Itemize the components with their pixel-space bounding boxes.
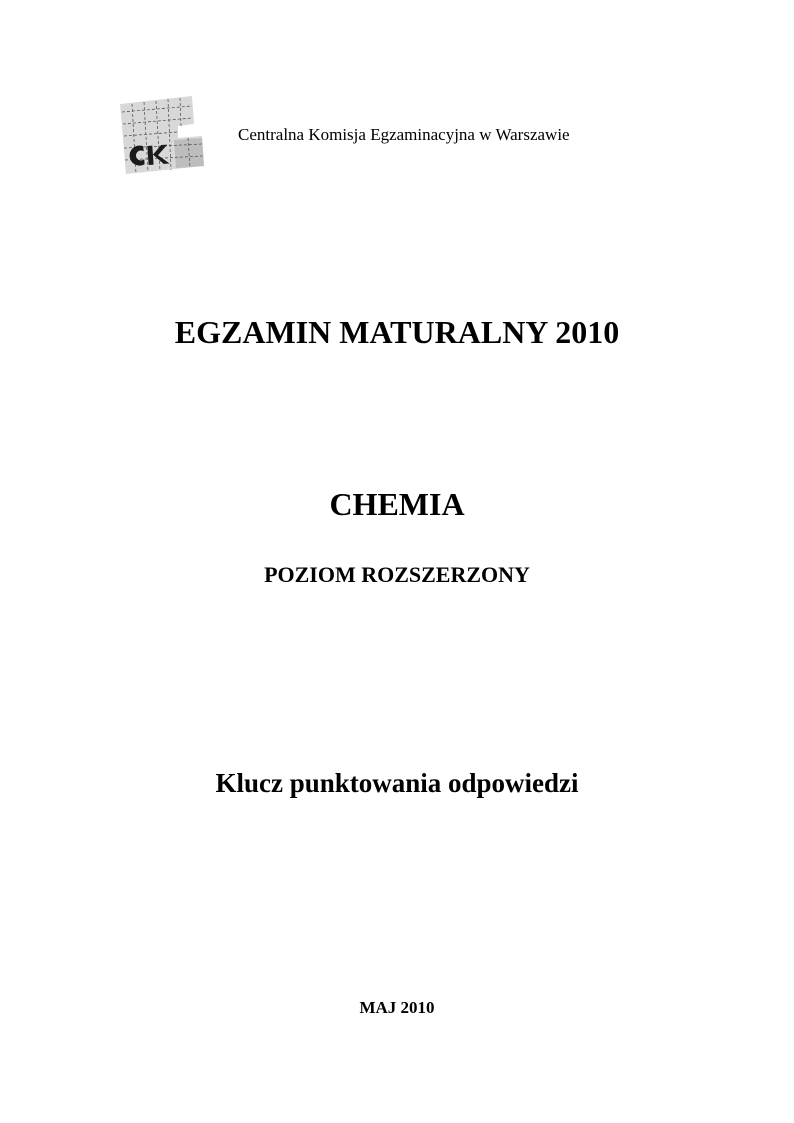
subject-title: CHEMIA [329, 486, 465, 522]
exam-title: EGZAMIN MATURALNY 2010 [174, 314, 620, 350]
document-title: Klucz punktowania odpowiedzi [215, 768, 579, 798]
institution-name: Centralna Komisja Egzaminacyjna w Warszawie [238, 125, 570, 144]
exam-date: MAJ 2010 [359, 998, 435, 1017]
cke-logo-icon [118, 94, 204, 178]
exam-level: POZIOM ROZSZERZONY [264, 562, 530, 587]
